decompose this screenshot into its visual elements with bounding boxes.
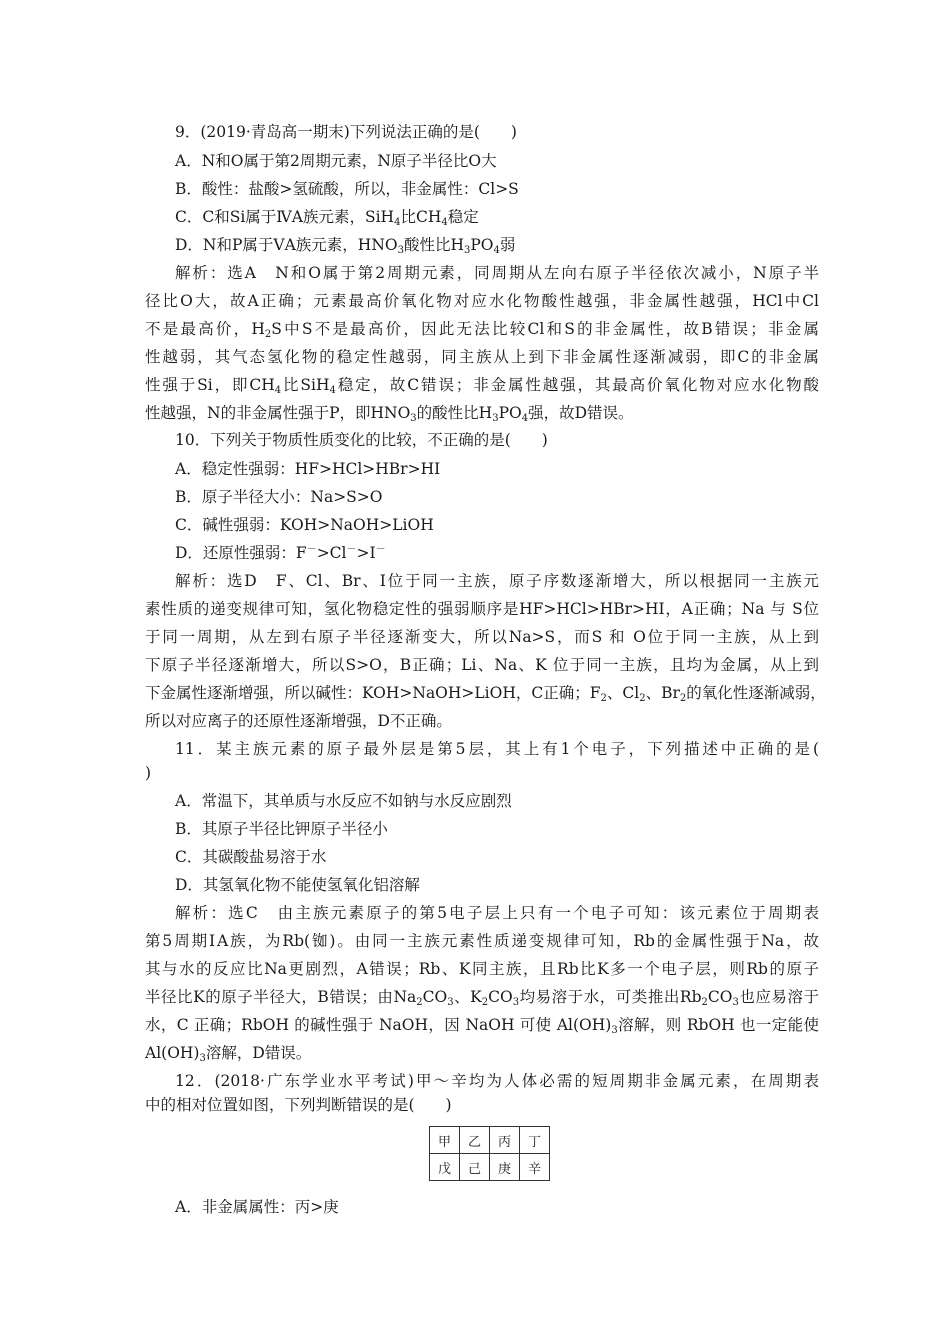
- table-cell: 丙: [490, 1127, 520, 1154]
- q9-option-d: D．N和P属于ⅤA族元素，$HNO_3$酸性比$H_3PO_4$弱: [175, 236, 516, 256]
- q10-analysis-line: 于同一周期，从左到右原子半径逐渐变大，所以Na>S，而S 和 O位于同一主族，从上到: [145, 628, 819, 646]
- table-cell: 庚: [490, 1154, 520, 1181]
- table-cell: 丁: [520, 1127, 550, 1154]
- q11-stem-cont: ): [145, 764, 152, 782]
- q10-option-d: D．还原性强弱：F－>Cl－>I－: [175, 544, 386, 562]
- q11-option-d: D．其氢氧化物不能使氢氧化铝溶解: [175, 876, 420, 894]
- q9-analysis-line: 不是最高价，$H_2S$中S不是最高价，因此无法比较Cl和S的非金属性，故B错误；非金属: [145, 320, 819, 340]
- q11-analysis-line: 解析：选C 由主族元素原子的第5电子层上只有一个电子可知：该元素位于周期表: [175, 904, 819, 922]
- table-row: [430, 1127, 550, 1154]
- q10-analysis-line: 解析：选D F、Cl、Br、I位于同一主族，原子序数逐渐增大，所以根据同一主族元: [175, 572, 819, 590]
- q11-analysis-line: 水，C 正确；RbOH 的碱性强于 NaOH，因 NaOH 可使 $Al(OH)_3$溶解，则 RbOH 也一定能使: [145, 1016, 820, 1036]
- q9-option-c: C．C和Si属于ⅣA族元素，SiH$_4$比$CH_4$稳定: [175, 208, 479, 228]
- q10-stem: 10．下列关于物质性质变化的比较，不正确的是( ): [175, 431, 548, 449]
- q11-stem: 11．某主族元素的原子最外层是第5层，其上有1个电子，下列描述中正确的是(: [175, 740, 819, 758]
- q11-option-a: A．常温下，其单质与水反应不如钠与水反应剧烈: [175, 792, 512, 810]
- q9-option-b: B．酸性：盐酸>氢硫酸，所以，非金属性：Cl>S: [175, 180, 519, 198]
- q11-analysis-line: $Al(OH)_3$溶解，D错误。: [145, 1044, 312, 1064]
- q9-option-a: A．N和O属于第2周期元素，N原子半径比O大: [175, 152, 497, 170]
- q9-analysis-line: 解析：选A N和O属于第2周期元素，同周期从左向右原子半径依次减小，N原子半: [175, 264, 819, 282]
- q10-analysis-line: 下原子半径逐渐增大，所以S>O，B正确；Li、Na、K 位于同一主族，且均为金属，从上到: [145, 656, 819, 674]
- periodic-position-table: [429, 1126, 550, 1181]
- q11-analysis-line: 半径比K的原子半径大，B错误；由$Na_2CO_3$、$K_2CO_3$均易溶于水，可类推出$Rb_2CO_3$也应易溶于: [145, 988, 819, 1008]
- table-cell: 乙: [460, 1127, 490, 1154]
- q10-option-c: C．碱性强弱：KOH>NaOH>LiOH: [175, 516, 434, 534]
- q10-analysis-line: 素性质的递变规律可知，氢化物稳定性的强弱顺序是HF>HCl>HBr>HI，A正确；Na 与 S位: [145, 600, 819, 618]
- q12-option-a: A．非金属属性：丙>庚: [175, 1198, 339, 1216]
- q10-analysis-line: 所以对应离子的还原性逐渐增强，D不正确。: [145, 712, 452, 730]
- q11-analysis-line: 第5周期ⅠA族，为Rb(铷)。由同一主族元素性质递变规律可知，Rb的金属性强于Na，故: [145, 932, 819, 950]
- q9-analysis-line: 径比O大，故A正确；元素最高价氧化物对应水化物酸性越强，非金属性越强，HCl中Cl: [145, 292, 819, 310]
- q12-stem: 12．(2018·广东学业水平考试)甲～辛均为人体必需的短周期非金属元素，在周期表: [175, 1072, 819, 1090]
- table-cell: 甲: [430, 1127, 460, 1154]
- q9-analysis-line: 性强于Si，即$CH_4$比SiH$_4$稳定，故C错误；非金属性越强，其最高价氧化物对应水化物酸: [145, 376, 820, 396]
- table-cell: 辛: [520, 1154, 550, 1181]
- q11-option-c: C．其碳酸盐易溶于水: [175, 848, 327, 866]
- q11-analysis-line: 其与水的反应比Na更剧烈，A错误；Rb、K同主族，且Rb比K多一个电子层，则Rb的原子: [145, 960, 819, 978]
- table-cell: 己: [460, 1154, 490, 1181]
- q10-analysis-line: 下金属性逐渐增强，所以碱性：KOH>NaOH>LiOH，C正确；$F_2$、$Cl_2$、$Br_2$的氧化性逐渐减弱，: [145, 684, 826, 704]
- q9-analysis-line: 性越强，N的非金属性强于P，即$HNO_3$的酸性比$H_3PO_4$强，故D错误。: [145, 404, 634, 424]
- q9-analysis-line: 性越弱，其气态氢化物的稳定性越弱，同主族从上到下非金属性逐渐减弱，即C的非金属: [145, 348, 819, 366]
- table-row: [430, 1154, 550, 1181]
- table-cell: 戊: [430, 1154, 460, 1181]
- q10-option-a: A．稳定性强弱：HF>HCl>HBr>HI: [175, 460, 441, 478]
- q11-option-b: B．其原子半径比钾原子半径小: [175, 820, 388, 838]
- q10-option-b: B．原子半径大小：Na>S>O: [175, 488, 383, 506]
- q12-stem-cont: 中的相对位置如图，下列判断错误的是( ): [145, 1096, 452, 1114]
- q9-stem: 9．(2019·青岛高一期末)下列说法正确的是( ): [175, 123, 517, 141]
